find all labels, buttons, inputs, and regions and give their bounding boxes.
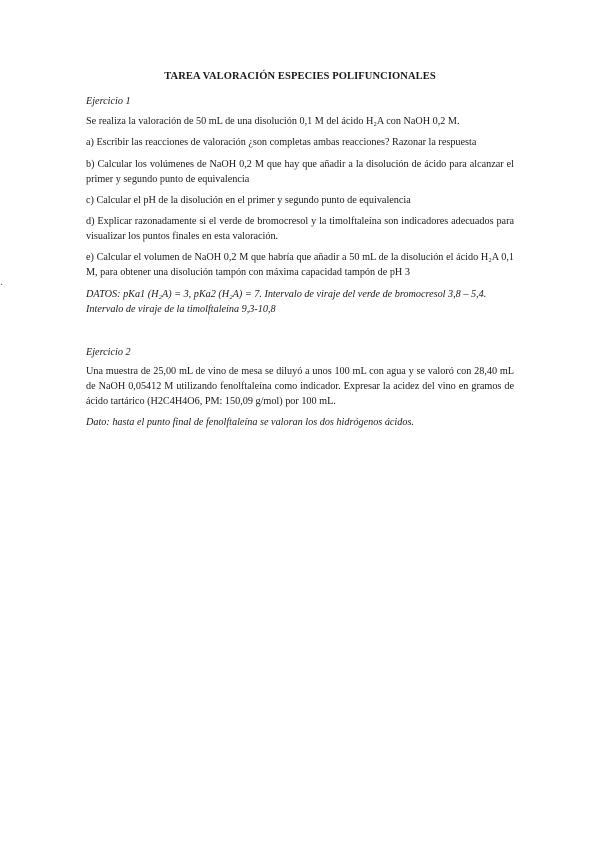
- exercise-2-heading: Ejercicio 2: [86, 347, 131, 358]
- exercise-1-part-a: a) Escribir las reacciones de valoración ¿son completas ambas reacciones? Razonar la respuesta: [86, 137, 477, 148]
- stray-mark: ·: [0, 280, 4, 291]
- exercise-1-data: DATOS: pKa1 (H₂A) = 3, pKa2 (H₂A) = 7. Intervalo de viraje del verde de bromocresol 3,8 – 5,4. Intervalo de viraje de la timolftaleína 9,3-10,8: [86, 289, 487, 315]
- exercise-2-data: Dato: hasta el punto final de fenolftaleína se valoran los dos hidrógenos ácidos.: [86, 417, 414, 428]
- exercise-1-part-e: e) Calcular el volumen de NaOH 0,2 M que habría que añadir a 50 mL de la disolución el ácido H₂A 0,1 M, para obtener una disolución tampón con máxima capacidad tampón de pH 3: [86, 252, 514, 278]
- document-title: TAREA VALORACIÓN ESPECIES POLIFUNCIONALES: [164, 71, 436, 82]
- exercise-2-statement: Una muestra de 25,00 mL de vino de mesa se diluyó a unos 100 mL con agua y se valoró con 28,40 mL de NaOH 0,05412 M utilizando fenolftaleína como indicador. Expresar la acidez del vino en gramos de ácido tartárico (H2C4H4O6, PM: 150,09 g/mol) por 100 mL.: [86, 366, 514, 407]
- exercise-1-heading: Ejercicio 1: [86, 96, 131, 107]
- exercise-1-part-c: c) Calcular el pH de la disolución en el primer y segundo punto de equivalencia: [86, 195, 411, 206]
- exercise-1-part-d: d) Explicar razonadamente si el verde de bromocresol y la timolftaleína son indicadores adecuados para visualizar los puntos finales en esta valoración.: [86, 216, 514, 242]
- exercise-1-intro: Se realiza la valoración de 50 mL de una disolución 0,1 M del ácido H₂A con NaOH 0,2 M.: [86, 116, 460, 127]
- exercise-1-part-b: b) Calcular los volúmenes de NaOH 0,2 M que hay que añadir a la disolución de ácido para alcanzar el primer y segundo punto de equivalencia: [86, 159, 514, 185]
